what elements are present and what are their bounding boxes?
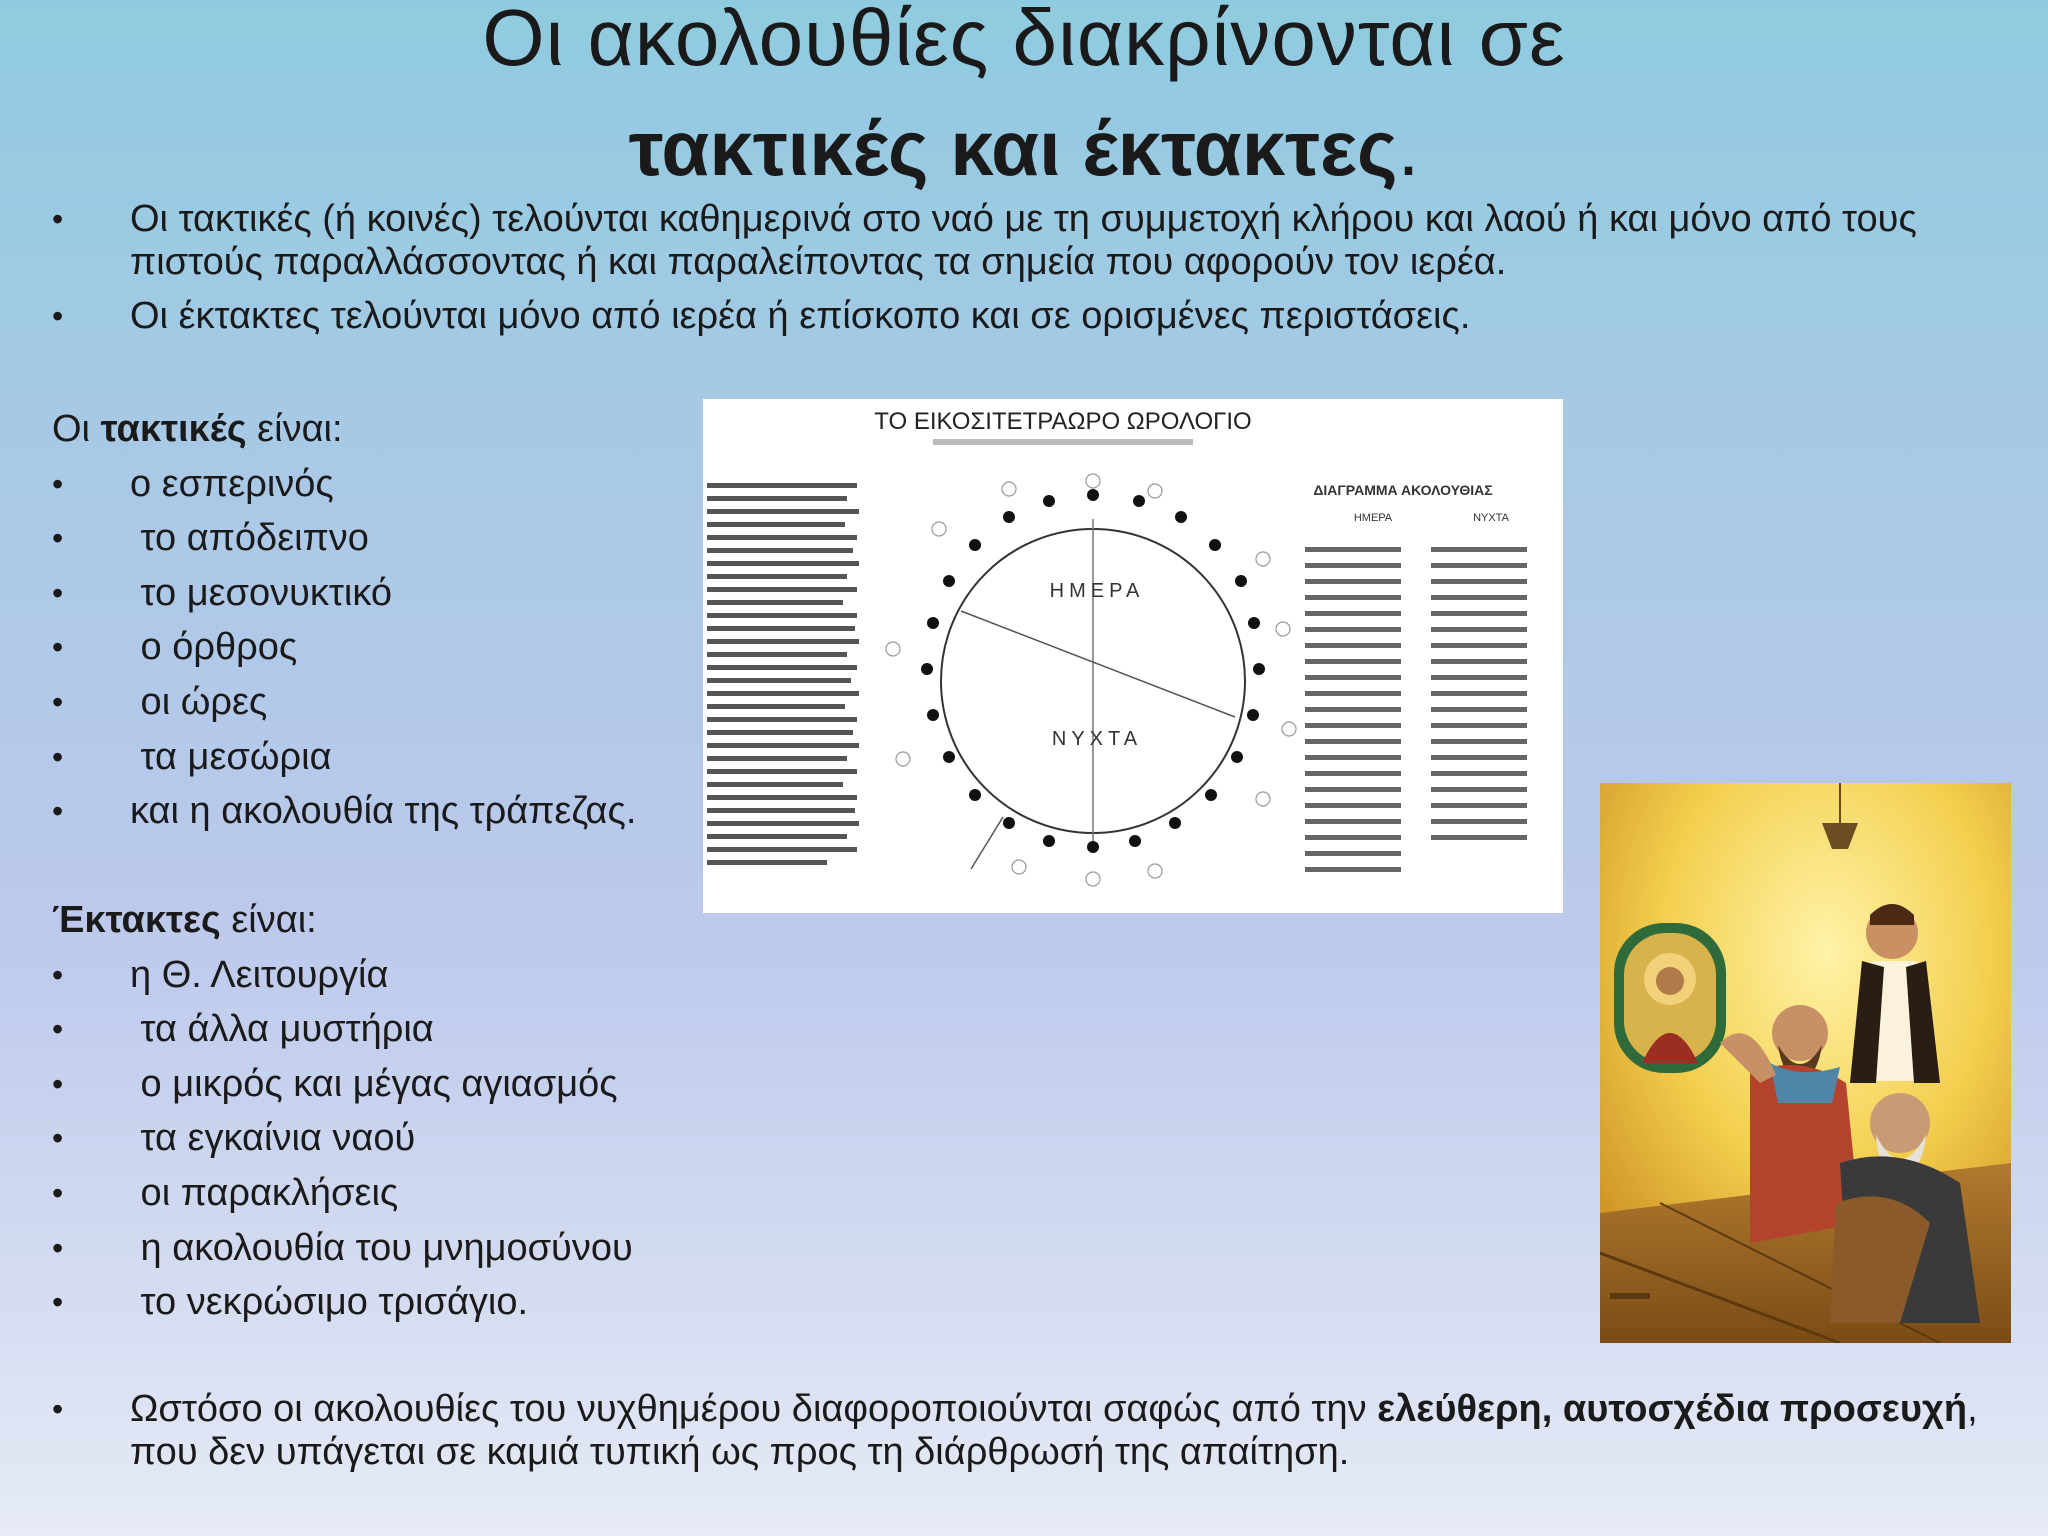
bullet-icon: •: [52, 683, 64, 720]
closing-paragraph: [52, 1388, 1992, 1474]
bullet-icon: •: [52, 1011, 64, 1048]
bullet-icon: •: [52, 793, 64, 830]
diagram-title: ΤΟ ΕΙΚΟΣΙΤΕΤΡΑΩΡΟ ΩΡΟΛΟΓΙΟ: [874, 408, 1252, 435]
icon-painting: [1600, 783, 2011, 1343]
bullet-icon: •: [52, 1174, 64, 1211]
bullet-icon: •: [52, 201, 64, 237]
table-rows: [1305, 547, 1527, 872]
bullet-icon: •: [52, 738, 64, 775]
day-label: ΗΜΕΡΑ: [1049, 580, 1145, 602]
list-item: • ο εσπερινός: [52, 457, 732, 512]
night-label: ΝΥΧΤΑ: [1051, 728, 1143, 750]
bullet-icon: •: [52, 1284, 64, 1321]
bullet-icon: •: [52, 520, 64, 557]
intro-list: [52, 198, 1992, 338]
list-item: • ο μικρός και μέγας αγιασμός: [52, 1057, 732, 1112]
list-item: • το νεκρώσιμο τρισάγιο.: [52, 1275, 732, 1330]
extra-heading: Έκτακτες είναι:: [52, 899, 317, 941]
list-item: • το μεσονυκτικό: [52, 566, 732, 621]
regular-heading: Οι τακτικές είναι:: [52, 408, 343, 450]
diagram-subtitle-line: [933, 439, 1193, 445]
bullet-icon: •: [52, 298, 64, 334]
bullet-icon: •: [52, 1120, 64, 1157]
title-bold: τακτικές και έκτακτες: [628, 104, 1398, 192]
bullet-icon: •: [52, 629, 64, 666]
title-line-1: Οι ακολουθίες διακρίνονται σε: [482, 0, 1566, 82]
clock-divider: [961, 611, 1235, 717]
horologion-diagram: [703, 399, 1563, 913]
list-item: • τα άλλα μυστήρια: [52, 1002, 732, 1057]
closing-item: • Ωστόσο οι ακολουθίες του νυχθημέρου διαφοροποιούνται σαφώς από την ελεύθερη, αυτοσχέδια προσευχή, που δεν υπάγεται σε καμιά τυπική ως προς τη διάρθρωσή της απαίτηση.: [52, 1388, 1978, 1473]
bullet-icon: •: [52, 1065, 64, 1102]
clock-outer-marks: [886, 474, 1296, 886]
diagram-notes: [707, 483, 859, 865]
list-item: • οι ώρες: [52, 675, 732, 730]
list-item: • ο όρθρος: [52, 620, 732, 675]
intro-item: • Οι έκτακτες τελούνται μόνο από ιερέα ή επίσκοπο και σε ορισμένες περιστάσεις.: [52, 295, 1471, 337]
extra-list: [52, 893, 732, 1330]
regular-list: [52, 402, 732, 839]
list-item: • τα εγκαίνια ναού: [52, 1111, 732, 1166]
bullet-icon: •: [52, 465, 64, 502]
horologion-svg: [703, 399, 1563, 913]
title-period: .: [1397, 104, 1420, 192]
table-title: ΔΙΑΓΡΑΜΜΑ ΑΚΟΛΟΥΘΙΑΣ: [1313, 482, 1493, 498]
bullet-icon: •: [52, 574, 64, 611]
list-item: • και η ακολουθία της τράπεζας.: [52, 784, 732, 839]
bullet-icon: •: [52, 956, 64, 993]
list-item: • η ακολουθία του μνημοσύνου: [52, 1221, 732, 1276]
list-item: • η Θ. Λειτουργία: [52, 948, 732, 1003]
icon-painting-svg: [1600, 783, 2011, 1343]
title-line-2: [0, 104, 2048, 192]
list-item: • το απόδειπνο: [52, 511, 732, 566]
table-col-day: ΗΜΕΡΑ: [1353, 512, 1393, 524]
bullet-icon: •: [52, 1391, 64, 1427]
table-col-night: ΝΥΧΤΑ: [1473, 512, 1509, 524]
list-item: • οι παρακλήσεις: [52, 1166, 732, 1221]
list-item: • τα μεσώρια: [52, 730, 732, 785]
intro-item: • Οι τακτικές (ή κοινές) τελούνται καθημερινά στο ναό με τη συμμετοχή κλήρου και λαού ή και μόνο από τους πιστούς παραλλάσσοντας ή και παραλείποντας τα σημεία που αφορούν τον ιερέα.: [52, 198, 1917, 283]
bullet-icon: •: [52, 1229, 64, 1266]
